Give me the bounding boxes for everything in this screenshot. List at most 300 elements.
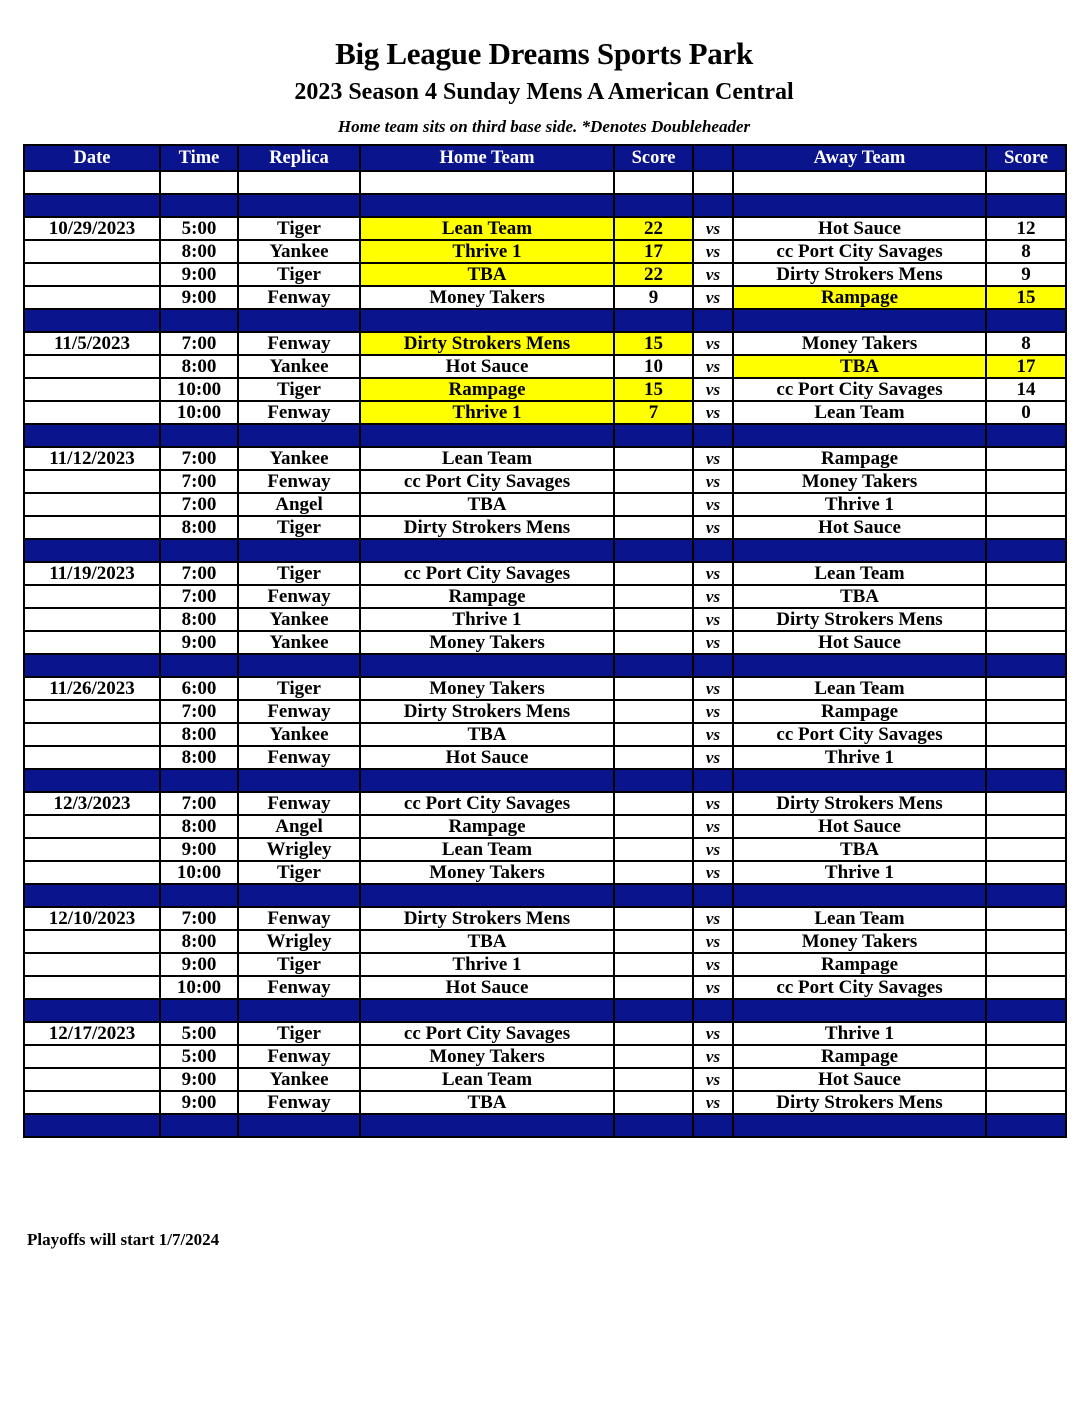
column-header-replica: Replica bbox=[238, 145, 360, 171]
away-team-cell: Lean Team bbox=[733, 907, 986, 930]
vs-cell: vs bbox=[693, 631, 733, 654]
home-team-cell: Money Takers bbox=[360, 631, 614, 654]
replica-cell: Yankee bbox=[238, 355, 360, 378]
vs-cell: vs bbox=[693, 608, 733, 631]
date-cell bbox=[24, 263, 160, 286]
away-score-cell bbox=[986, 171, 1066, 194]
home-score-cell bbox=[614, 700, 693, 723]
replica-cell bbox=[238, 1114, 360, 1137]
time-cell bbox=[160, 1114, 238, 1137]
table-row bbox=[24, 240, 1066, 263]
time-cell: 7:00 bbox=[160, 562, 238, 585]
date-cell bbox=[24, 286, 160, 309]
table-row bbox=[24, 792, 1066, 815]
date-cell bbox=[24, 999, 160, 1022]
away-score-cell bbox=[986, 493, 1066, 516]
replica-cell: Fenway bbox=[238, 470, 360, 493]
home-score-cell bbox=[614, 1022, 693, 1045]
away-team-cell bbox=[733, 884, 986, 907]
vs-cell: vs bbox=[693, 976, 733, 999]
away-score-cell: 17 bbox=[986, 355, 1066, 378]
home-team-cell: Lean Team bbox=[360, 217, 614, 240]
table-row bbox=[24, 861, 1066, 884]
replica-cell: Fenway bbox=[238, 700, 360, 723]
vs-cell: vs bbox=[693, 240, 733, 263]
away-team-cell: TBA bbox=[733, 355, 986, 378]
away-score-cell bbox=[986, 470, 1066, 493]
date-cell bbox=[24, 1091, 160, 1114]
date-cell bbox=[24, 424, 160, 447]
date-cell bbox=[24, 171, 160, 194]
away-team-cell bbox=[733, 309, 986, 332]
home-team-cell: Lean Team bbox=[360, 447, 614, 470]
vs-cell bbox=[693, 654, 733, 677]
time-cell: 8:00 bbox=[160, 815, 238, 838]
away-score-cell: 8 bbox=[986, 332, 1066, 355]
vs-cell: vs bbox=[693, 585, 733, 608]
away-score-cell bbox=[986, 1022, 1066, 1045]
vs-cell bbox=[693, 1114, 733, 1137]
home-team-cell bbox=[360, 654, 614, 677]
away-score-cell bbox=[986, 562, 1066, 585]
home-score-cell bbox=[614, 631, 693, 654]
time-cell: 9:00 bbox=[160, 1091, 238, 1114]
away-team-cell: Dirty Strokers Mens bbox=[733, 263, 986, 286]
date-cell bbox=[24, 884, 160, 907]
home-team-cell: Lean Team bbox=[360, 838, 614, 861]
away-score-cell bbox=[986, 424, 1066, 447]
home-score-cell bbox=[614, 723, 693, 746]
replica-cell: Tiger bbox=[238, 217, 360, 240]
away-team-cell: TBA bbox=[733, 838, 986, 861]
separator-row bbox=[24, 769, 1066, 792]
separator-row bbox=[24, 539, 1066, 562]
table-row bbox=[24, 677, 1066, 700]
away-score-cell bbox=[986, 309, 1066, 332]
away-score-cell bbox=[986, 194, 1066, 217]
home-score-cell bbox=[614, 953, 693, 976]
replica-cell: Fenway bbox=[238, 332, 360, 355]
replica-cell: Fenway bbox=[238, 976, 360, 999]
replica-cell: Angel bbox=[238, 815, 360, 838]
home-score-cell bbox=[614, 1068, 693, 1091]
home-team-cell: Hot Sauce bbox=[360, 355, 614, 378]
home-score-cell bbox=[614, 1091, 693, 1114]
vs-cell: vs bbox=[693, 700, 733, 723]
home-score-cell bbox=[614, 815, 693, 838]
separator-row bbox=[24, 999, 1066, 1022]
separator-row bbox=[24, 194, 1066, 217]
date-cell: 11/5/2023 bbox=[24, 332, 160, 355]
vs-cell: vs bbox=[693, 838, 733, 861]
replica-cell bbox=[238, 999, 360, 1022]
date-cell: 11/19/2023 bbox=[24, 562, 160, 585]
date-cell bbox=[24, 838, 160, 861]
home-score-cell bbox=[614, 884, 693, 907]
time-cell: 10:00 bbox=[160, 378, 238, 401]
away-team-cell: Thrive 1 bbox=[733, 746, 986, 769]
vs-cell: vs bbox=[693, 1045, 733, 1068]
home-score-cell bbox=[614, 976, 693, 999]
time-cell: 5:00 bbox=[160, 1045, 238, 1068]
away-score-cell bbox=[986, 884, 1066, 907]
table-row bbox=[24, 930, 1066, 953]
away-team-cell: Hot Sauce bbox=[733, 1068, 986, 1091]
away-score-cell bbox=[986, 838, 1066, 861]
time-cell: 7:00 bbox=[160, 470, 238, 493]
away-score-cell bbox=[986, 792, 1066, 815]
home-team-cell: Hot Sauce bbox=[360, 746, 614, 769]
away-team-cell bbox=[733, 1114, 986, 1137]
home-score-cell: 10 bbox=[614, 355, 693, 378]
replica-cell: Tiger bbox=[238, 516, 360, 539]
time-cell: 9:00 bbox=[160, 838, 238, 861]
vs-cell: vs bbox=[693, 1022, 733, 1045]
vs-cell: vs bbox=[693, 746, 733, 769]
table-row bbox=[24, 217, 1066, 240]
time-cell: 9:00 bbox=[160, 953, 238, 976]
home-score-cell bbox=[614, 309, 693, 332]
time-cell bbox=[160, 999, 238, 1022]
replica-cell bbox=[238, 769, 360, 792]
playoffs-note: Playoffs will start 1/7/2024 bbox=[27, 1230, 220, 1249]
replica-cell: Fenway bbox=[238, 746, 360, 769]
replica-cell bbox=[238, 171, 360, 194]
time-cell: 8:00 bbox=[160, 746, 238, 769]
vs-cell: vs bbox=[693, 562, 733, 585]
table-row bbox=[24, 447, 1066, 470]
away-team-cell: cc Port City Savages bbox=[733, 723, 986, 746]
table-row bbox=[24, 332, 1066, 355]
date-cell bbox=[24, 516, 160, 539]
home-team-cell: cc Port City Savages bbox=[360, 470, 614, 493]
home-score-cell: 17 bbox=[614, 240, 693, 263]
separator-row bbox=[24, 309, 1066, 332]
away-score-cell bbox=[986, 585, 1066, 608]
schedule-table bbox=[23, 144, 1067, 1138]
replica-cell: Fenway bbox=[238, 401, 360, 424]
replica-cell: Tiger bbox=[238, 562, 360, 585]
home-team-cell: TBA bbox=[360, 1091, 614, 1114]
away-team-cell: Rampage bbox=[733, 447, 986, 470]
time-cell: 7:00 bbox=[160, 585, 238, 608]
away-score-cell bbox=[986, 907, 1066, 930]
column-header-away-team: Away Team bbox=[733, 145, 986, 171]
time-cell: 8:00 bbox=[160, 355, 238, 378]
home-score-cell bbox=[614, 907, 693, 930]
home-score-cell bbox=[614, 861, 693, 884]
away-score-cell bbox=[986, 769, 1066, 792]
table-row bbox=[24, 516, 1066, 539]
blank-row bbox=[24, 171, 1066, 194]
vs-cell: vs bbox=[693, 447, 733, 470]
date-cell bbox=[24, 608, 160, 631]
away-score-cell: 8 bbox=[986, 240, 1066, 263]
table-row bbox=[24, 1045, 1066, 1068]
vs-cell: vs bbox=[693, 953, 733, 976]
time-cell: 9:00 bbox=[160, 631, 238, 654]
date-cell bbox=[24, 1114, 160, 1137]
home-team-cell: Money Takers bbox=[360, 677, 614, 700]
page-title: Big League Dreams Sports Park bbox=[335, 36, 753, 71]
home-team-cell: Rampage bbox=[360, 815, 614, 838]
date-cell bbox=[24, 654, 160, 677]
table-row bbox=[24, 953, 1066, 976]
home-score-cell: 9 bbox=[614, 286, 693, 309]
home-team-cell bbox=[360, 424, 614, 447]
table-row bbox=[24, 976, 1066, 999]
date-cell bbox=[24, 309, 160, 332]
replica-cell bbox=[238, 194, 360, 217]
replica-cell bbox=[238, 654, 360, 677]
time-cell bbox=[160, 424, 238, 447]
away-team-cell bbox=[733, 999, 986, 1022]
replica-cell bbox=[238, 309, 360, 332]
date-cell bbox=[24, 723, 160, 746]
home-score-cell bbox=[614, 930, 693, 953]
date-cell: 11/12/2023 bbox=[24, 447, 160, 470]
column-header-home-team: Home Team bbox=[360, 145, 614, 171]
date-cell bbox=[24, 769, 160, 792]
away-team-cell: Dirty Strokers Mens bbox=[733, 1091, 986, 1114]
away-score-cell: 9 bbox=[986, 263, 1066, 286]
vs-cell bbox=[693, 769, 733, 792]
home-team-cell bbox=[360, 884, 614, 907]
away-score-cell: 15 bbox=[986, 286, 1066, 309]
date-cell bbox=[24, 194, 160, 217]
home-team-cell: Lean Team bbox=[360, 1068, 614, 1091]
column-header-vs bbox=[693, 145, 733, 171]
replica-cell: Yankee bbox=[238, 1068, 360, 1091]
home-score-cell: 22 bbox=[614, 217, 693, 240]
replica-cell bbox=[238, 424, 360, 447]
separator-row bbox=[24, 1114, 1066, 1137]
away-team-cell: Rampage bbox=[733, 1045, 986, 1068]
away-score-cell bbox=[986, 608, 1066, 631]
replica-cell: Yankee bbox=[238, 723, 360, 746]
table-row bbox=[24, 493, 1066, 516]
home-team-cell: TBA bbox=[360, 493, 614, 516]
home-team-cell bbox=[360, 539, 614, 562]
home-team-cell: TBA bbox=[360, 263, 614, 286]
replica-cell: Angel bbox=[238, 493, 360, 516]
time-cell: 7:00 bbox=[160, 332, 238, 355]
home-team-cell: Money Takers bbox=[360, 1045, 614, 1068]
home-team-cell: Money Takers bbox=[360, 286, 614, 309]
table-row bbox=[24, 286, 1066, 309]
home-score-cell: 15 bbox=[614, 378, 693, 401]
table-row bbox=[24, 585, 1066, 608]
home-score-cell bbox=[614, 654, 693, 677]
vs-cell: vs bbox=[693, 378, 733, 401]
time-cell: 5:00 bbox=[160, 217, 238, 240]
date-cell bbox=[24, 631, 160, 654]
vs-cell bbox=[693, 171, 733, 194]
date-cell: 12/10/2023 bbox=[24, 907, 160, 930]
table-row bbox=[24, 470, 1066, 493]
home-score-cell bbox=[614, 1045, 693, 1068]
table-row bbox=[24, 723, 1066, 746]
home-score-cell bbox=[614, 447, 693, 470]
vs-cell: vs bbox=[693, 861, 733, 884]
separator-row bbox=[24, 424, 1066, 447]
away-score-cell: 14 bbox=[986, 378, 1066, 401]
away-team-cell: Dirty Strokers Mens bbox=[733, 608, 986, 631]
away-score-cell bbox=[986, 631, 1066, 654]
away-team-cell: Rampage bbox=[733, 953, 986, 976]
time-cell bbox=[160, 884, 238, 907]
date-cell bbox=[24, 539, 160, 562]
home-team-cell: TBA bbox=[360, 723, 614, 746]
time-cell: 9:00 bbox=[160, 1068, 238, 1091]
home-score-cell: 15 bbox=[614, 332, 693, 355]
home-team-cell: Money Takers bbox=[360, 861, 614, 884]
away-team-cell: Lean Team bbox=[733, 677, 986, 700]
home-score-cell bbox=[614, 1114, 693, 1137]
table-row bbox=[24, 401, 1066, 424]
table-row bbox=[24, 631, 1066, 654]
column-header-away-score: Score bbox=[986, 145, 1066, 171]
home-team-cell: Thrive 1 bbox=[360, 608, 614, 631]
replica-cell bbox=[238, 884, 360, 907]
time-cell bbox=[160, 171, 238, 194]
vs-cell: vs bbox=[693, 332, 733, 355]
away-score-cell bbox=[986, 677, 1066, 700]
home-team-cell: cc Port City Savages bbox=[360, 562, 614, 585]
home-score-cell: 22 bbox=[614, 263, 693, 286]
away-team-cell: Hot Sauce bbox=[733, 631, 986, 654]
home-score-cell: 7 bbox=[614, 401, 693, 424]
table-row bbox=[24, 608, 1066, 631]
home-team-cell: Rampage bbox=[360, 585, 614, 608]
replica-cell: Wrigley bbox=[238, 838, 360, 861]
replica-cell: Tiger bbox=[238, 378, 360, 401]
away-team-cell: Rampage bbox=[733, 700, 986, 723]
home-score-cell bbox=[614, 194, 693, 217]
replica-cell: Fenway bbox=[238, 792, 360, 815]
away-team-cell: Rampage bbox=[733, 286, 986, 309]
home-team-cell: cc Port City Savages bbox=[360, 1022, 614, 1045]
away-score-cell bbox=[986, 654, 1066, 677]
replica-cell: Fenway bbox=[238, 1091, 360, 1114]
home-team-cell: Rampage bbox=[360, 378, 614, 401]
home-team-cell: cc Port City Savages bbox=[360, 792, 614, 815]
table-header-row bbox=[24, 145, 1066, 171]
away-score-cell bbox=[986, 1068, 1066, 1091]
date-cell bbox=[24, 700, 160, 723]
away-team-cell: Lean Team bbox=[733, 401, 986, 424]
away-team-cell: Hot Sauce bbox=[733, 217, 986, 240]
date-cell bbox=[24, 953, 160, 976]
time-cell: 8:00 bbox=[160, 608, 238, 631]
table-row bbox=[24, 1022, 1066, 1045]
away-team-cell bbox=[733, 194, 986, 217]
home-score-cell bbox=[614, 792, 693, 815]
time-cell bbox=[160, 194, 238, 217]
time-cell: 9:00 bbox=[160, 263, 238, 286]
away-team-cell bbox=[733, 539, 986, 562]
away-team-cell bbox=[733, 654, 986, 677]
vs-cell: vs bbox=[693, 263, 733, 286]
home-score-cell bbox=[614, 677, 693, 700]
home-score-cell bbox=[614, 838, 693, 861]
replica-cell: Fenway bbox=[238, 907, 360, 930]
date-cell bbox=[24, 1068, 160, 1091]
away-team-cell: Thrive 1 bbox=[733, 861, 986, 884]
time-cell: 7:00 bbox=[160, 792, 238, 815]
separator-row bbox=[24, 884, 1066, 907]
vs-cell: vs bbox=[693, 217, 733, 240]
home-team-cell: Hot Sauce bbox=[360, 976, 614, 999]
away-score-cell bbox=[986, 700, 1066, 723]
table-row bbox=[24, 815, 1066, 838]
away-team-cell: cc Port City Savages bbox=[733, 240, 986, 263]
away-team-cell: Hot Sauce bbox=[733, 516, 986, 539]
date-cell bbox=[24, 815, 160, 838]
date-cell bbox=[24, 470, 160, 493]
table-row bbox=[24, 1068, 1066, 1091]
column-header-time: Time bbox=[160, 145, 238, 171]
table-row bbox=[24, 378, 1066, 401]
away-team-cell: Money Takers bbox=[733, 930, 986, 953]
vs-cell bbox=[693, 194, 733, 217]
time-cell: 8:00 bbox=[160, 723, 238, 746]
away-team-cell: cc Port City Savages bbox=[733, 378, 986, 401]
replica-cell: Tiger bbox=[238, 1022, 360, 1045]
time-cell: 10:00 bbox=[160, 401, 238, 424]
away-score-cell bbox=[986, 930, 1066, 953]
away-score-cell bbox=[986, 861, 1066, 884]
date-cell bbox=[24, 1045, 160, 1068]
vs-cell: vs bbox=[693, 355, 733, 378]
time-cell: 10:00 bbox=[160, 976, 238, 999]
date-cell: 10/29/2023 bbox=[24, 217, 160, 240]
vs-cell: vs bbox=[693, 723, 733, 746]
home-team-cell bbox=[360, 769, 614, 792]
replica-cell: Tiger bbox=[238, 263, 360, 286]
date-cell: 12/17/2023 bbox=[24, 1022, 160, 1045]
home-score-cell bbox=[614, 608, 693, 631]
page-subtitle: 2023 Season 4 Sunday Mens A American Central bbox=[294, 79, 794, 105]
away-team-cell: Dirty Strokers Mens bbox=[733, 792, 986, 815]
replica-cell: Tiger bbox=[238, 861, 360, 884]
vs-cell: vs bbox=[693, 516, 733, 539]
time-cell: 8:00 bbox=[160, 516, 238, 539]
date-cell bbox=[24, 401, 160, 424]
table-row bbox=[24, 700, 1066, 723]
home-score-cell bbox=[614, 493, 693, 516]
home-team-cell bbox=[360, 171, 614, 194]
replica-cell: Tiger bbox=[238, 677, 360, 700]
home-team-cell bbox=[360, 999, 614, 1022]
column-header-date: Date bbox=[24, 145, 160, 171]
away-score-cell bbox=[986, 516, 1066, 539]
date-cell bbox=[24, 585, 160, 608]
vs-cell: vs bbox=[693, 1068, 733, 1091]
date-cell bbox=[24, 355, 160, 378]
away-score-cell bbox=[986, 1045, 1066, 1068]
away-team-cell bbox=[733, 171, 986, 194]
time-cell: 8:00 bbox=[160, 240, 238, 263]
replica-cell: Yankee bbox=[238, 240, 360, 263]
away-team-cell: Hot Sauce bbox=[733, 815, 986, 838]
home-score-cell bbox=[614, 585, 693, 608]
schedule-body bbox=[24, 171, 1066, 1137]
vs-cell: vs bbox=[693, 907, 733, 930]
home-score-cell bbox=[614, 562, 693, 585]
time-cell: 9:00 bbox=[160, 286, 238, 309]
replica-cell bbox=[238, 539, 360, 562]
